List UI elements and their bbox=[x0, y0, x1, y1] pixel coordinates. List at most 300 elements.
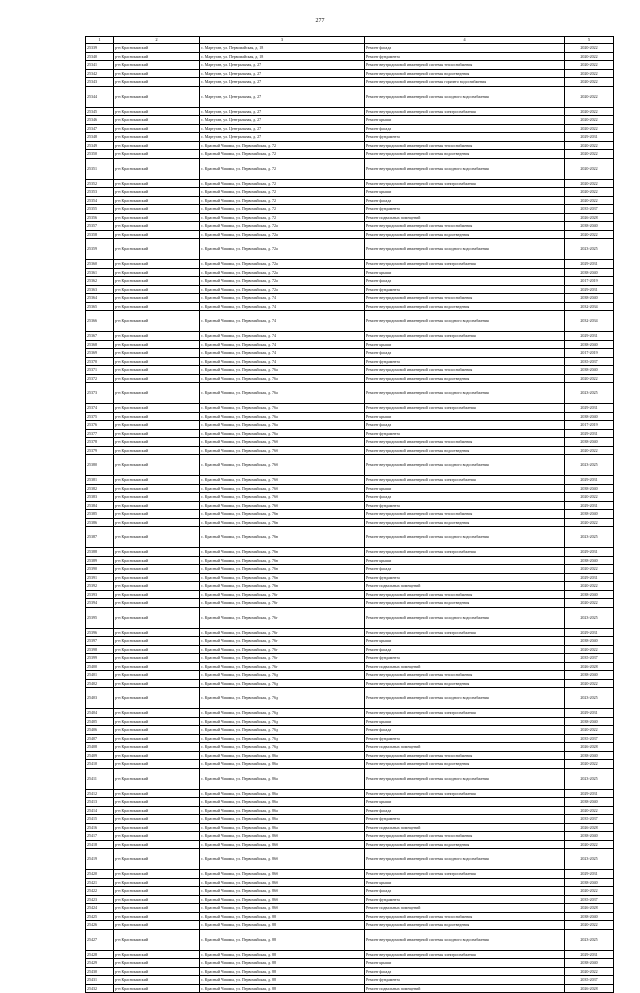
row-number-cell: 25392 bbox=[86, 582, 114, 591]
address-cell: с. Красный Чишмы, ул. Первомайская, д. 72 bbox=[200, 188, 365, 197]
address-cell: с. Мартуган, ул. Центральная, д. 27 bbox=[200, 124, 365, 133]
period-cell: 2038-2040 bbox=[565, 484, 614, 493]
address-cell: с. Красный Чишмы, ул. Первомайская, д. 86б bbox=[200, 870, 365, 879]
address-cell: с. Мартуган, ул. Центральная, д. 27 bbox=[200, 107, 365, 116]
address-cell: с. Красный Чишмы, ул. Первомайская, д. 72а bbox=[200, 285, 365, 294]
table-row bbox=[86, 849, 614, 870]
row-number-cell: 25420 bbox=[86, 870, 114, 879]
work-type-cell: Ремонт внутридомовой инженерной системы теплоснабжения bbox=[365, 590, 565, 599]
column-header: 1 bbox=[86, 37, 114, 44]
district-cell: р-н Краснокамский bbox=[114, 340, 200, 349]
period-cell: 2020-2022 bbox=[565, 141, 614, 150]
table-row bbox=[86, 959, 614, 968]
district-cell: р-н Краснокамский bbox=[114, 768, 200, 789]
address-cell: с. Красный Чишмы, ул. Первомайская, д. 88 bbox=[200, 912, 365, 921]
table-row bbox=[86, 582, 614, 591]
address-cell: с. Красный Чишмы, ул. Первомайская, д. 72 bbox=[200, 158, 365, 179]
district-cell: р-н Краснокамский bbox=[114, 86, 200, 107]
address-cell: с. Красный Чишмы, ул. Первомайская, д. 76в bbox=[200, 565, 365, 574]
work-type-cell: Ремонт фундамента bbox=[365, 52, 565, 61]
address-cell: с. Красный Чишмы, ул. Первомайская, д. 76в bbox=[200, 556, 365, 565]
work-type-cell: Ремонт внутридомовой инженерной системы теплоснабжения bbox=[365, 222, 565, 231]
table-row bbox=[86, 421, 614, 430]
row-number-cell: 25405 bbox=[86, 717, 114, 726]
period-cell: 2038-2040 bbox=[565, 294, 614, 303]
period-cell: 2029-2031 bbox=[565, 628, 614, 637]
period-cell: 2020-2022 bbox=[565, 158, 614, 179]
district-cell: р-н Краснокамский bbox=[114, 429, 200, 438]
district-cell: р-н Краснокамский bbox=[114, 950, 200, 959]
work-type-cell: Ремонт внутридомовой инженерной системы холодного водоснабжения bbox=[365, 455, 565, 476]
district-cell: р-н Краснокамский bbox=[114, 446, 200, 455]
table-row bbox=[86, 349, 614, 358]
work-type-cell: Ремонт внутридомовой инженерной системы холодного водоснабжения bbox=[365, 239, 565, 260]
period-cell: 2035-2037 bbox=[565, 895, 614, 904]
period-cell: 2026-2028 bbox=[565, 743, 614, 752]
district-cell: р-н Краснокамский bbox=[114, 141, 200, 150]
table-row bbox=[86, 179, 614, 188]
table-row bbox=[86, 887, 614, 896]
address-cell: с. Красный Чишмы, ул. Первомайская, д. 86б bbox=[200, 840, 365, 849]
district-cell: р-н Краснокамский bbox=[114, 205, 200, 214]
row-number-cell: 25419 bbox=[86, 849, 114, 870]
work-type-cell: Ремонт внутридомовой инженерной системы теплоснабжения bbox=[365, 832, 565, 841]
address-cell: с. Красный Чишмы, ул. Первомайская, д. 86б bbox=[200, 904, 365, 913]
address-cell: с. Красный Чишмы, ул. Первомайская, д. 76а bbox=[200, 374, 365, 383]
period-cell: 2029-2031 bbox=[565, 133, 614, 142]
address-cell: с. Красный Чишмы, ул. Первомайская, д. 86б bbox=[200, 849, 365, 870]
table-row bbox=[86, 230, 614, 239]
row-number-cell: 25370 bbox=[86, 357, 114, 366]
table-row bbox=[86, 133, 614, 142]
row-number-cell: 25395 bbox=[86, 607, 114, 628]
table-row bbox=[86, 476, 614, 485]
table-row bbox=[86, 717, 614, 726]
period-cell: 2017-2019 bbox=[565, 349, 614, 358]
period-cell: 2038-2040 bbox=[565, 878, 614, 887]
table-row bbox=[86, 332, 614, 341]
period-cell: 2029-2031 bbox=[565, 429, 614, 438]
period-cell: 2029-2031 bbox=[565, 332, 614, 341]
row-number-cell: 25386 bbox=[86, 518, 114, 527]
period-cell: 2023-2025 bbox=[565, 239, 614, 260]
period-cell: 2026-2028 bbox=[565, 984, 614, 993]
address-cell: с. Красный Чишмы, ул. Первомайская, д. 76в bbox=[200, 527, 365, 548]
row-number-cell: 25376 bbox=[86, 421, 114, 430]
work-type-cell: Ремонт фундамента bbox=[365, 815, 565, 824]
row-number-cell: 25346 bbox=[86, 116, 114, 125]
row-number-cell: 25341 bbox=[86, 61, 114, 70]
row-number-cell: 25403 bbox=[86, 688, 114, 709]
district-cell: р-н Краснокамский bbox=[114, 527, 200, 548]
period-cell: 2023-2025 bbox=[565, 527, 614, 548]
address-cell: с. Красный Чишмы, ул. Первомайская, д. 76в bbox=[200, 582, 365, 591]
district-cell: р-н Краснокамский bbox=[114, 967, 200, 976]
work-type-cell: Ремонт фундамента bbox=[365, 205, 565, 214]
period-cell: 2020-2022 bbox=[565, 61, 614, 70]
period-cell: 2020-2022 bbox=[565, 86, 614, 107]
period-cell: 2032-2034 bbox=[565, 302, 614, 311]
address-cell: с. Красный Чишмы, ул. Первомайская, д. 76д bbox=[200, 743, 365, 752]
work-type-cell: Ремонт внутридомовой инженерной системы электроснабжения bbox=[365, 870, 565, 879]
work-type-cell: Ремонт фасада bbox=[365, 493, 565, 502]
work-type-cell: Ремонт фасада bbox=[365, 887, 565, 896]
district-cell: р-н Краснокамский bbox=[114, 302, 200, 311]
table-row bbox=[86, 743, 614, 752]
district-cell: р-н Краснокамский bbox=[114, 870, 200, 879]
table-row bbox=[86, 222, 614, 231]
work-type-cell: Ремонт крыши bbox=[365, 637, 565, 646]
address-cell: с. Мартуган, ул. Центральная, д. 27 bbox=[200, 86, 365, 107]
work-type-cell: Ремонт фасада bbox=[365, 806, 565, 815]
district-cell: р-н Краснокамский bbox=[114, 294, 200, 303]
table-row bbox=[86, 573, 614, 582]
row-number-cell: 25362 bbox=[86, 277, 114, 286]
table-row bbox=[86, 527, 614, 548]
work-type-cell: Ремонт внутридомовой инженерной системы теплоснабжения bbox=[365, 294, 565, 303]
district-cell: р-н Краснокамский bbox=[114, 484, 200, 493]
district-cell: р-н Краснокамский bbox=[114, 637, 200, 646]
address-cell: с. Красный Чишмы, ул. Первомайская, д. 86а bbox=[200, 806, 365, 815]
period-cell: 2026-2028 bbox=[565, 662, 614, 671]
period-cell: 2026-2028 bbox=[565, 213, 614, 222]
row-number-cell: 25356 bbox=[86, 213, 114, 222]
row-number-cell: 25397 bbox=[86, 637, 114, 646]
address-cell: с. Красный Чишмы, ул. Первомайская, д. 76а bbox=[200, 383, 365, 404]
work-type-cell: Ремонт подвальных помещений bbox=[365, 984, 565, 993]
work-type-cell: Ремонт внутридомовой инженерной системы холодного водоснабжения bbox=[365, 527, 565, 548]
district-cell: р-н Краснокамский bbox=[114, 709, 200, 718]
table-row bbox=[86, 548, 614, 557]
work-type-cell: Ремонт фасада bbox=[365, 124, 565, 133]
address-cell: с. Красный Чишмы, ул. Первомайская, д. 76д bbox=[200, 671, 365, 680]
column-header: 4 bbox=[365, 37, 565, 44]
period-cell: 2029-2031 bbox=[565, 285, 614, 294]
district-cell: р-н Краснокамский bbox=[114, 582, 200, 591]
address-cell: с. Красный Чишмы, ул. Первомайская, д. 76б bbox=[200, 455, 365, 476]
row-number-cell: 25344 bbox=[86, 86, 114, 107]
district-cell: р-н Краснокамский bbox=[114, 268, 200, 277]
work-type-cell: Ремонт внутридомовой инженерной системы холодного водоснабжения bbox=[365, 383, 565, 404]
row-number-cell: 25387 bbox=[86, 527, 114, 548]
period-cell: 2020-2022 bbox=[565, 374, 614, 383]
address-cell: с. Красный Чишмы, ул. Первомайская, д. 76б bbox=[200, 438, 365, 447]
period-cell: 2038-2040 bbox=[565, 832, 614, 841]
table-row bbox=[86, 878, 614, 887]
row-number-cell: 25413 bbox=[86, 798, 114, 807]
period-cell: 2029-2031 bbox=[565, 789, 614, 798]
row-number-cell: 25381 bbox=[86, 476, 114, 485]
address-cell: с. Красный Чишмы, ул. Первомайская, д. 88 bbox=[200, 959, 365, 968]
period-cell: 2035-2037 bbox=[565, 815, 614, 824]
row-number-cell: 25350 bbox=[86, 150, 114, 159]
table-row bbox=[86, 671, 614, 680]
row-number-cell: 25400 bbox=[86, 662, 114, 671]
address-cell: с. Красный Чишмы, ул. Первомайская, д. 76б bbox=[200, 446, 365, 455]
address-cell: с. Красный Чишмы, ул. Первомайская, д. 76д bbox=[200, 709, 365, 718]
table-row bbox=[86, 69, 614, 78]
work-type-cell: Ремонт внутридомовой инженерной системы электроснабжения bbox=[365, 548, 565, 557]
address-cell: с. Красный Чишмы, ул. Первомайская, д. 74 bbox=[200, 357, 365, 366]
work-type-cell: Ремонт крыши bbox=[365, 717, 565, 726]
district-cell: р-н Краснокамский bbox=[114, 116, 200, 125]
district-cell: р-н Краснокамский bbox=[114, 383, 200, 404]
address-cell: с. Красный Чишмы, ул. Первомайская, д. 74 bbox=[200, 302, 365, 311]
row-number-cell: 25394 bbox=[86, 599, 114, 608]
row-number-cell: 25340 bbox=[86, 52, 114, 61]
address-cell: с. Красный Чишмы, ул. Первомайская, д. 76в bbox=[200, 548, 365, 557]
table-row bbox=[86, 760, 614, 769]
period-cell: 2020-2022 bbox=[565, 679, 614, 688]
work-type-cell: Ремонт внутридомовой инженерной системы электроснабжения bbox=[365, 404, 565, 413]
period-cell: 2035-2037 bbox=[565, 976, 614, 985]
table-row bbox=[86, 921, 614, 930]
period-cell: 2023-2025 bbox=[565, 849, 614, 870]
district-cell: р-н Краснокамский bbox=[114, 548, 200, 557]
table-row bbox=[86, 294, 614, 303]
table-row bbox=[86, 912, 614, 921]
district-cell: р-н Краснокамский bbox=[114, 815, 200, 824]
period-cell: 2038-2040 bbox=[565, 510, 614, 519]
district-cell: р-н Краснокамский bbox=[114, 404, 200, 413]
row-number-cell: 25417 bbox=[86, 832, 114, 841]
row-number-cell: 25364 bbox=[86, 294, 114, 303]
table-row bbox=[86, 726, 614, 735]
period-cell: 2038-2040 bbox=[565, 438, 614, 447]
period-cell: 2023-2025 bbox=[565, 688, 614, 709]
period-cell: 2029-2031 bbox=[565, 709, 614, 718]
district-cell: р-н Краснокамский bbox=[114, 412, 200, 421]
address-cell: с. Красный Чишмы, ул. Первомайская, д. 72 bbox=[200, 179, 365, 188]
work-type-cell: Ремонт фасада bbox=[365, 726, 565, 735]
table-row bbox=[86, 302, 614, 311]
district-cell: р-н Краснокамский bbox=[114, 493, 200, 502]
table-row bbox=[86, 895, 614, 904]
row-number-cell: 25358 bbox=[86, 230, 114, 239]
work-type-cell: Ремонт фасада bbox=[365, 645, 565, 654]
district-cell: р-н Краснокамский bbox=[114, 188, 200, 197]
work-type-cell: Ремонт внутридомовой инженерной системы холодного водоснабжения bbox=[365, 768, 565, 789]
period-cell: 2029-2031 bbox=[565, 404, 614, 413]
address-cell: с. Красный Чишмы, ул. Первомайская, д. 86а bbox=[200, 751, 365, 760]
row-number-cell: 25361 bbox=[86, 268, 114, 277]
district-cell: р-н Краснокамский bbox=[114, 840, 200, 849]
district-cell: р-н Краснокамский bbox=[114, 421, 200, 430]
row-number-cell: 25379 bbox=[86, 446, 114, 455]
work-type-cell: Ремонт крыши bbox=[365, 959, 565, 968]
district-cell: р-н Краснокамский bbox=[114, 679, 200, 688]
district-cell: р-н Краснокамский bbox=[114, 573, 200, 582]
address-cell: с. Красный Чишмы, ул. Первомайская, д. 74 bbox=[200, 332, 365, 341]
address-cell: с. Красный Чишмы, ул. Первомайская, д. 76г bbox=[200, 599, 365, 608]
address-cell: с. Красный Чишмы, ул. Первомайская, д. 74 bbox=[200, 349, 365, 358]
district-cell: р-н Краснокамский bbox=[114, 645, 200, 654]
district-cell: р-н Краснокамский bbox=[114, 357, 200, 366]
table-row bbox=[86, 124, 614, 133]
row-number-cell: 25382 bbox=[86, 484, 114, 493]
table-row bbox=[86, 645, 614, 654]
table-row bbox=[86, 44, 614, 53]
district-cell: р-н Краснокамский bbox=[114, 158, 200, 179]
work-type-cell: Ремонт внутридомовой инженерной системы водоотведения bbox=[365, 69, 565, 78]
period-cell: 2017-2019 bbox=[565, 421, 614, 430]
district-cell: р-н Краснокамский bbox=[114, 501, 200, 510]
table-row bbox=[86, 832, 614, 841]
row-number-cell: 25406 bbox=[86, 726, 114, 735]
table-row bbox=[86, 188, 614, 197]
work-type-cell: Ремонт подвальных помещений bbox=[365, 823, 565, 832]
row-number-cell: 25348 bbox=[86, 133, 114, 142]
table-row bbox=[86, 565, 614, 574]
period-cell: 2020-2022 bbox=[565, 230, 614, 239]
address-cell: с. Мартуган, ул. Первомайская, д. 18 bbox=[200, 44, 365, 53]
table-row bbox=[86, 950, 614, 959]
work-type-cell: Ремонт фасада bbox=[365, 967, 565, 976]
period-cell: 2020-2022 bbox=[565, 44, 614, 53]
row-number-cell: 25423 bbox=[86, 895, 114, 904]
row-number-cell: 25355 bbox=[86, 205, 114, 214]
table-row bbox=[86, 751, 614, 760]
table-row bbox=[86, 196, 614, 205]
district-cell: р-н Краснокамский bbox=[114, 806, 200, 815]
district-cell: р-н Краснокамский bbox=[114, 230, 200, 239]
address-cell: с. Красный Чишмы, ул. Первомайская, д. 76б bbox=[200, 484, 365, 493]
period-cell: 2029-2031 bbox=[565, 950, 614, 959]
district-cell: р-н Краснокамский bbox=[114, 590, 200, 599]
table-row bbox=[86, 150, 614, 159]
row-number-cell: 25380 bbox=[86, 455, 114, 476]
address-cell: с. Красный Чишмы, ул. Первомайская, д. 86б bbox=[200, 895, 365, 904]
table-row bbox=[86, 789, 614, 798]
address-cell: с. Красный Чишмы, ул. Первомайская, д. 76г bbox=[200, 654, 365, 663]
district-cell: р-н Краснокамский bbox=[114, 904, 200, 913]
period-cell: 2020-2022 bbox=[565, 179, 614, 188]
work-type-cell: Ремонт внутридомовой инженерной системы водоотведения bbox=[365, 760, 565, 769]
period-cell: 2035-2037 bbox=[565, 357, 614, 366]
period-cell: 2038-2040 bbox=[565, 717, 614, 726]
table-row bbox=[86, 357, 614, 366]
work-type-cell: Ремонт внутридомовой инженерной системы теплоснабжения bbox=[365, 912, 565, 921]
address-cell: с. Красный Чишмы, ул. Первомайская, д. 72а bbox=[200, 268, 365, 277]
period-cell: 2038-2040 bbox=[565, 590, 614, 599]
district-cell: р-н Краснокамский bbox=[114, 895, 200, 904]
row-number-cell: 25360 bbox=[86, 260, 114, 269]
row-number-cell: 25354 bbox=[86, 196, 114, 205]
work-type-cell: Ремонт внутридомовой инженерной системы холодного водоснабжения bbox=[365, 849, 565, 870]
work-type-cell: Ремонт внутридомовой инженерной системы электроснабжения bbox=[365, 107, 565, 116]
address-cell: с. Красный Чишмы, ул. Первомайская, д. 76д bbox=[200, 726, 365, 735]
row-number-cell: 25425 bbox=[86, 912, 114, 921]
district-cell: р-н Краснокамский bbox=[114, 798, 200, 807]
period-cell: 2023-2025 bbox=[565, 455, 614, 476]
district-cell: р-н Краснокамский bbox=[114, 976, 200, 985]
row-number-cell: 25424 bbox=[86, 904, 114, 913]
district-cell: р-н Краснокамский bbox=[114, 260, 200, 269]
row-number-cell: 25383 bbox=[86, 493, 114, 502]
work-type-cell: Ремонт фундамента bbox=[365, 133, 565, 142]
work-type-cell: Ремонт фундамента bbox=[365, 501, 565, 510]
row-number-cell: 25399 bbox=[86, 654, 114, 663]
work-type-cell: Ремонт внутридомовой инженерной системы теплоснабжения bbox=[365, 61, 565, 70]
address-cell: с. Красный Чишмы, ул. Первомайская, д. 88 bbox=[200, 976, 365, 985]
work-type-cell: Ремонт подвальных помещений bbox=[365, 662, 565, 671]
district-cell: р-н Краснокамский bbox=[114, 61, 200, 70]
work-type-cell: Ремонт внутридомовой инженерной системы электроснабжения bbox=[365, 260, 565, 269]
row-number-cell: 25371 bbox=[86, 366, 114, 375]
address-cell: с. Красный Чишмы, ул. Первомайская, д. 76д bbox=[200, 688, 365, 709]
table-header-row bbox=[86, 37, 614, 44]
work-type-cell: Ремонт внутридомовой инженерной системы электроснабжения bbox=[365, 476, 565, 485]
table-row bbox=[86, 510, 614, 519]
work-type-cell: Ремонт внутридомовой инженерной системы электроснабжения bbox=[365, 789, 565, 798]
work-type-cell: Ремонт внутридомовой инженерной системы водоотведения bbox=[365, 302, 565, 311]
district-cell: р-н Краснокамский bbox=[114, 311, 200, 332]
address-cell: с. Красный Чишмы, ул. Первомайская, д. 76а bbox=[200, 421, 365, 430]
row-number-cell: 25359 bbox=[86, 239, 114, 260]
period-cell: 2020-2022 bbox=[565, 582, 614, 591]
row-number-cell: 25432 bbox=[86, 984, 114, 993]
work-type-cell: Ремонт фундамента bbox=[365, 573, 565, 582]
row-number-cell: 25347 bbox=[86, 124, 114, 133]
district-cell: р-н Краснокамский bbox=[114, 959, 200, 968]
address-cell: с. Красный Чишмы, ул. Первомайская, д. 88 bbox=[200, 984, 365, 993]
address-cell: с. Красный Чишмы, ул. Первомайская, д. 76б bbox=[200, 476, 365, 485]
row-number-cell: 25396 bbox=[86, 628, 114, 637]
period-cell: 2017-2019 bbox=[565, 277, 614, 286]
work-type-cell: Ремонт внутридомовой инженерной системы электроснабжения bbox=[365, 709, 565, 718]
period-cell: 2038-2040 bbox=[565, 340, 614, 349]
work-type-cell: Ремонт внутридомовой инженерной системы водоотведения bbox=[365, 518, 565, 527]
row-number-cell: 25401 bbox=[86, 671, 114, 680]
district-cell: р-н Краснокамский bbox=[114, 734, 200, 743]
row-number-cell: 25408 bbox=[86, 743, 114, 752]
work-type-cell: Ремонт внутридомовой инженерной системы водоотведения bbox=[365, 446, 565, 455]
address-cell: с. Красный Чишмы, ул. Первомайская, д. 76б bbox=[200, 501, 365, 510]
table-row bbox=[86, 429, 614, 438]
period-cell: 2035-2037 bbox=[565, 654, 614, 663]
row-number-cell: 25367 bbox=[86, 332, 114, 341]
period-cell: 2020-2022 bbox=[565, 493, 614, 502]
work-type-cell: Ремонт внутридомовой инженерной системы теплоснабжения bbox=[365, 141, 565, 150]
row-number-cell: 25385 bbox=[86, 510, 114, 519]
row-number-cell: 25404 bbox=[86, 709, 114, 718]
work-type-cell: Ремонт фундамента bbox=[365, 654, 565, 663]
row-number-cell: 25349 bbox=[86, 141, 114, 150]
period-cell: 2038-2040 bbox=[565, 912, 614, 921]
period-cell: 2020-2022 bbox=[565, 967, 614, 976]
row-number-cell: 25407 bbox=[86, 734, 114, 743]
period-cell: 2020-2022 bbox=[565, 196, 614, 205]
work-type-cell: Ремонт внутридомовой инженерной системы водоотведения bbox=[365, 374, 565, 383]
table-row bbox=[86, 976, 614, 985]
work-type-cell: Ремонт подвальных помещений bbox=[365, 904, 565, 913]
address-cell: с. Красный Чишмы, ул. Первомайская, д. 76а bbox=[200, 429, 365, 438]
period-cell: 2020-2022 bbox=[565, 806, 614, 815]
district-cell: р-н Краснокамский bbox=[114, 349, 200, 358]
period-cell: 2026-2028 bbox=[565, 823, 614, 832]
work-type-cell: Ремонт внутридомовой инженерной системы теплоснабжения bbox=[365, 751, 565, 760]
row-number-cell: 25363 bbox=[86, 285, 114, 294]
work-type-cell: Ремонт подвальных помещений bbox=[365, 582, 565, 591]
work-type-cell: Ремонт внутридомовой инженерной системы электроснабжения bbox=[365, 332, 565, 341]
district-cell: р-н Краснокамский bbox=[114, 849, 200, 870]
district-cell: р-н Краснокамский bbox=[114, 832, 200, 841]
row-number-cell: 25427 bbox=[86, 929, 114, 950]
row-number-cell: 25430 bbox=[86, 967, 114, 976]
row-number-cell: 25339 bbox=[86, 44, 114, 53]
work-type-cell: Ремонт внутридомовой инженерной системы водоотведения bbox=[365, 150, 565, 159]
table-row bbox=[86, 768, 614, 789]
